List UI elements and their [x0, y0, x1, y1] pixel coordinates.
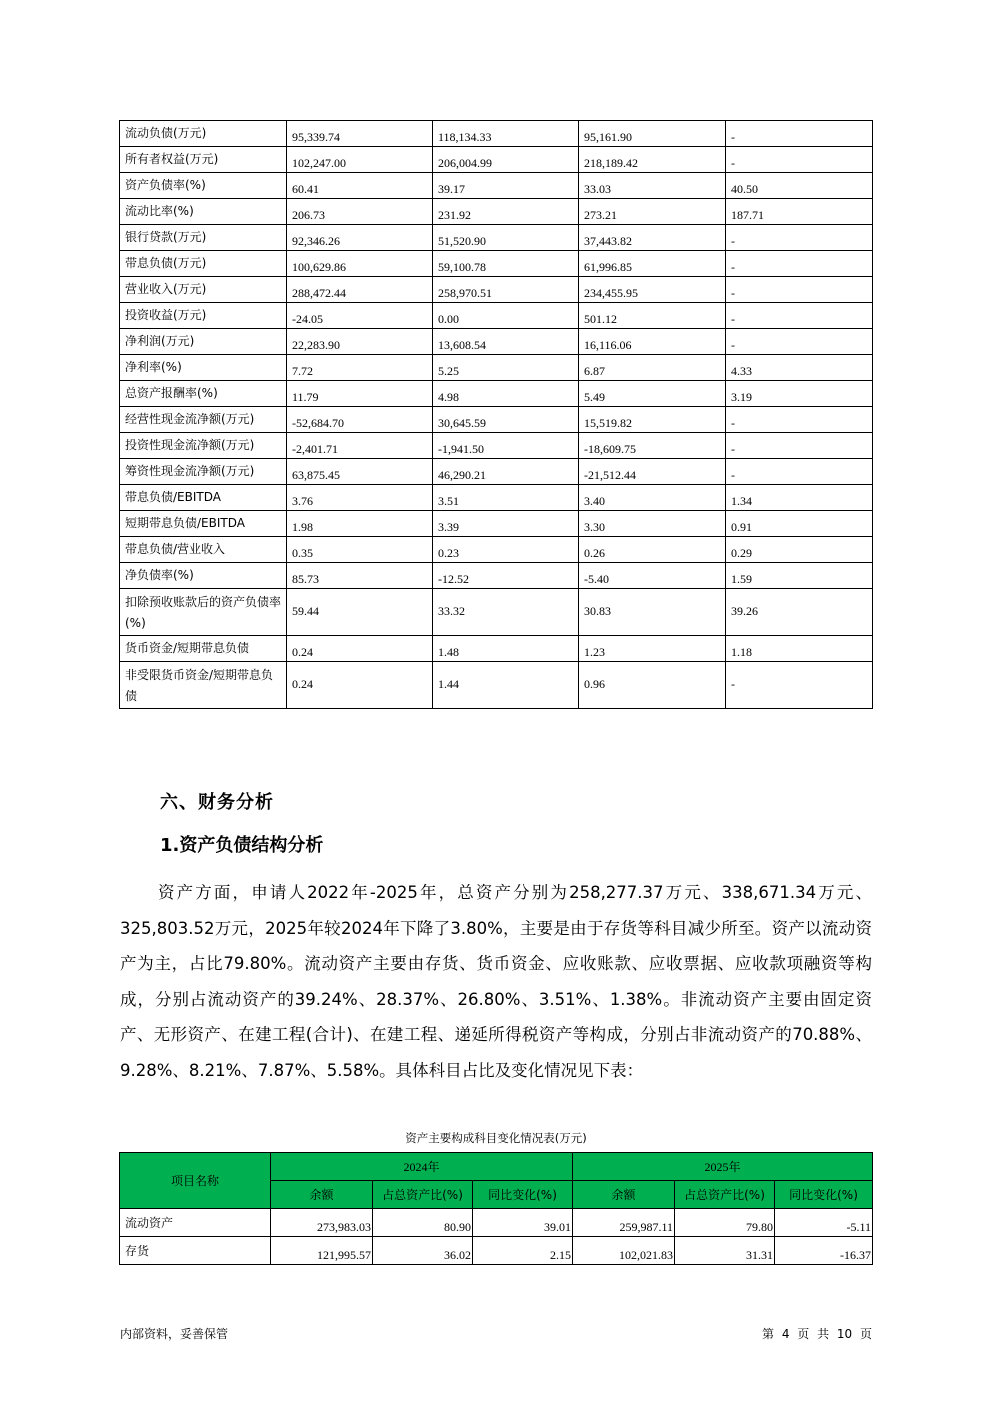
metric-value: - — [726, 251, 873, 277]
asset-value: 2.15 — [473, 1237, 573, 1265]
metric-value: - — [726, 407, 873, 433]
metric-value: -12.52 — [433, 563, 579, 589]
metric-value: - — [726, 433, 873, 459]
metric-value: 0.23 — [433, 537, 579, 563]
table-row — [120, 407, 873, 433]
metric-value: 16,116.06 — [579, 329, 726, 355]
metric-label: 扣除预收账款后的资产负债率(%) — [120, 589, 287, 636]
metric-value: 40.50 — [726, 173, 873, 199]
metric-value: 1.18 — [726, 636, 873, 662]
metric-value: 0.24 — [287, 662, 433, 709]
metric-value: - — [726, 303, 873, 329]
metric-value: 30,645.59 — [433, 407, 579, 433]
metric-value: - — [726, 225, 873, 251]
table-row — [120, 511, 873, 537]
asset-composition-table — [119, 1152, 873, 1265]
metric-value: - — [726, 147, 873, 173]
metric-value: 5.25 — [433, 355, 579, 381]
table-row — [120, 1209, 873, 1237]
metric-value: -2,401.71 — [287, 433, 433, 459]
metric-value: 4.98 — [433, 381, 579, 407]
metric-value: 33.32 — [433, 589, 579, 636]
metric-value: 501.12 — [579, 303, 726, 329]
table-row — [120, 589, 873, 636]
asset-item-name: 存货 — [120, 1237, 271, 1265]
balance-header: 余额 — [573, 1181, 675, 1209]
metric-value: 39.26 — [726, 589, 873, 636]
table-row — [120, 277, 873, 303]
metric-value: 92,346.26 — [287, 225, 433, 251]
metric-label: 流动负债(万元) — [120, 121, 287, 147]
metric-value: - — [726, 121, 873, 147]
metric-label: 货币资金/短期带息负债 — [120, 636, 287, 662]
table-row — [120, 537, 873, 563]
metric-label: 所有者权益(万元) — [120, 147, 287, 173]
asset-value: 79.80 — [675, 1209, 775, 1237]
metric-value: 231.92 — [433, 199, 579, 225]
metric-value: 0.26 — [579, 537, 726, 563]
metric-value: 206,004.99 — [433, 147, 579, 173]
metric-value: -1,941.50 — [433, 433, 579, 459]
metric-value: 11.79 — [287, 381, 433, 407]
metric-value: - — [726, 277, 873, 303]
metric-label: 投资性现金流净额(万元) — [120, 433, 287, 459]
metric-value: 3.51 — [433, 485, 579, 511]
metric-value: 59.44 — [287, 589, 433, 636]
metric-value: 206.73 — [287, 199, 433, 225]
metric-value: -21,512.44 — [579, 459, 726, 485]
metric-label: 净负债率(%) — [120, 563, 287, 589]
asset-value: 80.90 — [373, 1209, 473, 1237]
table-row — [120, 636, 873, 662]
metric-value: 3.39 — [433, 511, 579, 537]
metric-value: 0.29 — [726, 537, 873, 563]
metric-value: 22,283.90 — [287, 329, 433, 355]
metric-label: 银行贷款(万元) — [120, 225, 287, 251]
table-row — [120, 563, 873, 589]
metric-label: 总资产报酬率(%) — [120, 381, 287, 407]
metric-value: 13,608.54 — [433, 329, 579, 355]
asset-value: 273,983.03 — [271, 1209, 373, 1237]
metric-value: 1.44 — [433, 662, 579, 709]
share-header: 占总资产比(%) — [373, 1181, 473, 1209]
metric-value: 51,520.90 — [433, 225, 579, 251]
metric-value: 102,247.00 — [287, 147, 433, 173]
table-row — [120, 459, 873, 485]
asset-value: 121,995.57 — [271, 1237, 373, 1265]
metric-value: 1.59 — [726, 563, 873, 589]
asset-value: 102,021.83 — [573, 1237, 675, 1265]
metric-value: 0.96 — [579, 662, 726, 709]
footer-confidential: 内部资料，妥善保管 — [120, 1327, 229, 1341]
metric-value: -18,609.75 — [579, 433, 726, 459]
table-caption: 资产主要构成科目变化情况表(万元) — [405, 1131, 587, 1145]
metric-value: 95,339.74 — [287, 121, 433, 147]
table-row — [120, 1237, 873, 1265]
metric-value: 46,290.21 — [433, 459, 579, 485]
metric-value: 3.19 — [726, 381, 873, 407]
metric-value: 1.23 — [579, 636, 726, 662]
metric-label: 净利率(%) — [120, 355, 287, 381]
metric-value: 63,875.45 — [287, 459, 433, 485]
asset-value: 31.31 — [675, 1237, 775, 1265]
metric-value: -5.40 — [579, 563, 726, 589]
footer-page-number: 第 4 页 共 10 页 — [762, 1327, 872, 1341]
table-row — [120, 225, 873, 251]
financial-metrics-table — [119, 120, 873, 709]
table-row — [120, 199, 873, 225]
year-header-2024: 2024年 — [271, 1153, 573, 1181]
metric-label: 带息负债(万元) — [120, 251, 287, 277]
metric-value: 39.17 — [433, 173, 579, 199]
metric-label: 带息负债/营业收入 — [120, 537, 287, 563]
metric-value: 3.76 — [287, 485, 433, 511]
metric-value: 30.83 — [579, 589, 726, 636]
asset-item-name: 流动资产 — [120, 1209, 271, 1237]
metric-value: 33.03 — [579, 173, 726, 199]
metric-value: 15,519.82 — [579, 407, 726, 433]
table-row — [120, 381, 873, 407]
metric-label: 非受限货币资金/短期带息负债 — [120, 662, 287, 709]
metric-value: -52,684.70 — [287, 407, 433, 433]
metric-value: - — [726, 329, 873, 355]
table-row — [120, 433, 873, 459]
metric-label: 流动比率(%) — [120, 199, 287, 225]
table-row — [120, 121, 873, 147]
section-heading: 六、财务分析 — [160, 792, 274, 813]
metric-value: 218,189.42 — [579, 147, 726, 173]
balance-header: 余额 — [271, 1181, 373, 1209]
metric-label: 投资收益(万元) — [120, 303, 287, 329]
share-header: 占总资产比(%) — [675, 1181, 775, 1209]
metric-value: 3.40 — [579, 485, 726, 511]
asset-value: 39.01 — [473, 1209, 573, 1237]
asset-value: 36.02 — [373, 1237, 473, 1265]
metric-value: - — [726, 459, 873, 485]
metric-value: 95,161.90 — [579, 121, 726, 147]
metric-value: 5.49 — [579, 381, 726, 407]
metric-value: 234,455.95 — [579, 277, 726, 303]
table-row — [120, 329, 873, 355]
metric-label: 短期带息负债/EBITDA — [120, 511, 287, 537]
metric-value: 1.48 — [433, 636, 579, 662]
metric-value: - — [726, 662, 873, 709]
metric-value: 4.33 — [726, 355, 873, 381]
metric-value: 6.87 — [579, 355, 726, 381]
metric-value: 288,472.44 — [287, 277, 433, 303]
yoy-header: 同比变化(%) — [473, 1181, 573, 1209]
table-row — [120, 303, 873, 329]
metric-value: 0.35 — [287, 537, 433, 563]
metric-value: 1.34 — [726, 485, 873, 511]
metric-value: 0.24 — [287, 636, 433, 662]
metric-value: 61,996.85 — [579, 251, 726, 277]
table-row — [120, 355, 873, 381]
metric-value: 273.21 — [579, 199, 726, 225]
metric-value: -24.05 — [287, 303, 433, 329]
metric-label: 营业收入(万元) — [120, 277, 287, 303]
metric-value: 85.73 — [287, 563, 433, 589]
table-row — [120, 147, 873, 173]
metric-label: 带息负债/EBITDA — [120, 485, 287, 511]
metric-value: 0.00 — [433, 303, 579, 329]
asset-value: -16.37 — [775, 1237, 873, 1265]
asset-value: 259,987.11 — [573, 1209, 675, 1237]
metric-label: 筹资性现金流净额(万元) — [120, 459, 287, 485]
metric-value: 60.41 — [287, 173, 433, 199]
table-row — [120, 662, 873, 709]
metric-value: 100,629.86 — [287, 251, 433, 277]
metric-value: 258,970.51 — [433, 277, 579, 303]
metric-value: 7.72 — [287, 355, 433, 381]
item-name-header: 项目名称 — [120, 1153, 271, 1209]
year-header-2025: 2025年 — [573, 1153, 873, 1181]
metric-value: 187.71 — [726, 199, 873, 225]
metric-label: 经营性现金流净额(万元) — [120, 407, 287, 433]
table-row — [120, 251, 873, 277]
metric-value: 0.91 — [726, 511, 873, 537]
table-row — [120, 173, 873, 199]
metric-value: 59,100.78 — [433, 251, 579, 277]
analysis-paragraph: 资产方面，申请人2022年-2025年，总资产分别为258,277.37万元、338,671.34万元、325,803.52万元，2025年较2024年下降了3.80%，主要是由于存货等科目减少所至。资产以流动资产为主，占比79.80%。流动资产主要由存货、货币资金、应收账款、应收票据、应收款项融资等构成，分别占流动资产的39.24%、28.37%、26.80%、3.51%、1.38%。非流动资产主要由固定资产、无形资产、在建工程(合计)、在建工程、递延所得税资产等构成，分别占非流动资产的70.88%、9.28%、8.21%、7.87%、5.58%。具体科目占比及变化情况见下表： — [120, 883, 872, 1080]
metric-value: 1.98 — [287, 511, 433, 537]
metric-label: 资产负债率(%) — [120, 173, 287, 199]
asset-value: -5.11 — [775, 1209, 873, 1237]
metric-value: 37,443.82 — [579, 225, 726, 251]
sub-heading: 1.资产负债结构分析 — [160, 835, 324, 856]
metric-value: 118,134.33 — [433, 121, 579, 147]
table-row — [120, 485, 873, 511]
yoy-header: 同比变化(%) — [775, 1181, 873, 1209]
metric-value: 3.30 — [579, 511, 726, 537]
metric-label: 净利润(万元) — [120, 329, 287, 355]
